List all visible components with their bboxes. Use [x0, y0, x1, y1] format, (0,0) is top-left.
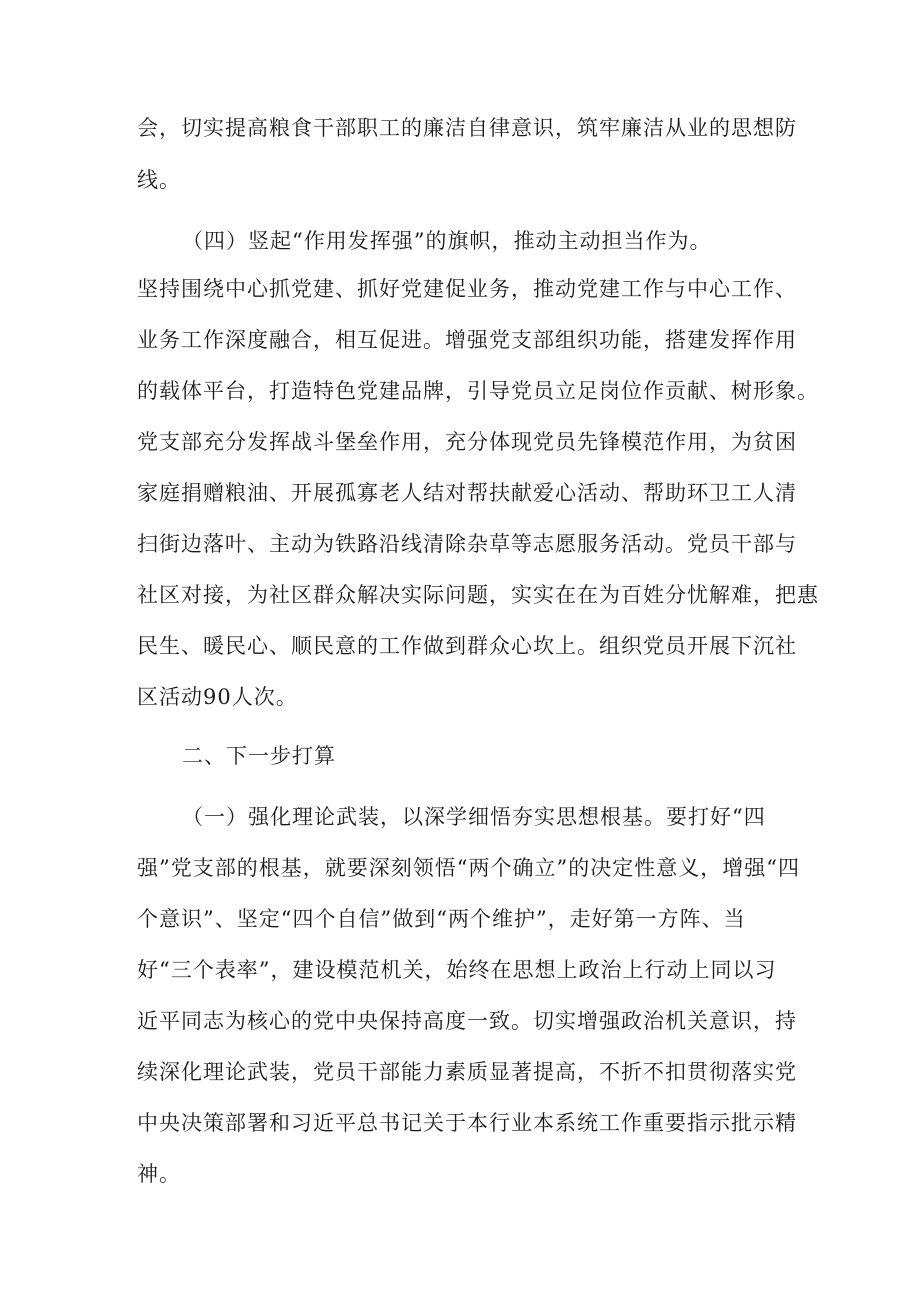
- text-line: 的载体平台，打造特色党建品牌，引导党员立足岗位作贡献、树形象。: [137, 379, 819, 403]
- section-heading: （四）竖起“作用发挥强”的旗帜，推动主动担当作为。: [182, 229, 712, 253]
- text-line: 中央决策部署和习近平总书记关于本行业本系统工作重要指示批示精: [137, 1111, 797, 1135]
- text-line: 线。: [137, 168, 181, 192]
- text-line: 业务工作深度融合，相互促进。增强党支部组织功能，搭建发挥作用: [137, 328, 797, 352]
- text-line: 扫街边落叶、主动为铁路沿线清除杂草等志愿服务活动。党员干部与: [137, 532, 797, 556]
- text-line: 强”党支部的根基，就要深刻领悟“两个确立”的决定性意义，增强“四: [137, 856, 800, 880]
- text-line: 神。: [137, 1162, 181, 1186]
- text-line: 近平同志为核心的党中央保持高度一致。切实增强政治机关意识，持: [137, 1009, 797, 1033]
- text-line: 民生、暖民心、顺民意的工作做到群众心坎上。组织党员开展下沉社: [137, 634, 797, 658]
- text-line: 续深化理论武装，党员干部能力素质显著提高，不折不扣贯彻落实党: [137, 1060, 797, 1084]
- text-line: 家庭捐赠粮油、开展孤寡老人结对帮扶献爱心活动、帮助环卫工人清: [137, 481, 797, 505]
- text-line: 党支部充分发挥战斗堡垒作用，充分体现党员先锋模范作用，为贫困: [137, 430, 797, 454]
- text-line: 个意识”、坚定“四个自信”做到“两个维护”，走好第一方阵、当: [137, 907, 746, 931]
- text-line: 坚持围绕中心抓党建、抓好党建促业务，推动党建工作与中心工作、: [137, 277, 797, 301]
- section-heading: 二、下一步打算: [182, 744, 336, 768]
- text-line: 会，切实提高粮食干部职工的廉洁自律意识，筑牢廉洁从业的思想防: [137, 116, 797, 140]
- text-line: 区活动90人次。: [137, 685, 298, 709]
- text-line: 好“三个表率”，建设模范机关，始终在思想上政治上行动上同以习: [137, 958, 777, 982]
- subsection-heading: （一）强化理论武装，以深学细悟夯实思想根基。要打好“四: [182, 805, 766, 829]
- text-line: 社区对接，为社区群众解决实际问题，实实在在为百姓分忧解难，把惠: [137, 583, 819, 607]
